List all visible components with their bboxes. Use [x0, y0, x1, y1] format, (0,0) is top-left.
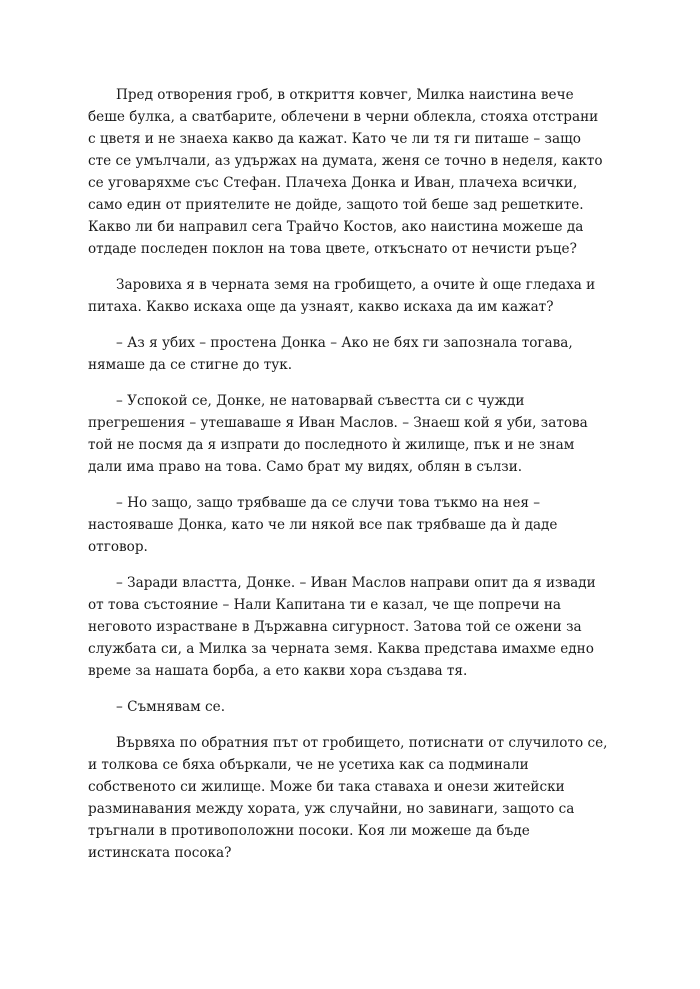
paragraph-5: – Но защо, защо трябваше да се случи това тъкмо на нея – настояваше Донка, като че ли някой все пак трябваше да ѝ даде отговор.	[88, 495, 558, 555]
paragraph-2: Заровиха я в черната земя на гробището, а очите ѝ още гледаха и питаха. Какво искаха още да узнаят, какво искаха да им кажат?	[88, 277, 596, 315]
paragraph-8: Вървяха по обратния път от гробището, потиснати от случилото се, и толкова се бяха объркали, че не усетиха как са подминали собственото си жилище. Може би така ставаха и онези житейски разминавания между хората, уж случайни, но завинаги, защото са тръгнали в противоположни посоки. Коя ли можеше да бъде истинската посока?	[88, 735, 608, 861]
paragraph-4: – Успокой се, Донке, не натоварвай съвестта си с чужди прегрешения – утешаваше я Иван Маслов. – Знаеш кой я уби, затова той не посмя да я изпрати до последното ѝ жилище, пък и не знам дали има право на това. Само брат му видях, облян в сълзи.	[88, 393, 588, 475]
paragraph-3: – Аз я убих – простена Донка – Ако не бях ги запознала тогава, нямаше да се стигне до тук.	[88, 335, 573, 373]
document-body	[88, 84, 608, 878]
paragraph-6: – Заради властта, Донке. – Иван Маслов направи опит да я извади от това състояние – Нали Капитана ти е казал, че ще попречи на неговото израстване в Държавна сигурност. Затова той се ожени за службата си, а Милка за черната земя. Каква представа имахме едно време за нашата борба, а ето какви хора създава тя.	[88, 575, 596, 679]
paragraph-7: – Съмнявам се.	[116, 699, 226, 715]
paragraph-1: Пред отворения гроб, в откриття ковчег, Милка наистина вече беше булка, а сватбарите, облечени в черни облекла, стояха отстрани с цветя и не знаеха какво да кажат. Като че ли тя ги питаше – защо сте се умълчали, аз удържах на думата, женя се точно в неделя, както се уговаряхме със Стефан. Плачеха Донка и Иван, плачеха всички, само един от приятелите не дойде, защото той беше зад решетките. Какво ли би направил сега Трайчо Костов, ако наистина можеше да отдаде последен поклон на това цвете, откъснато от нечисти ръце?	[88, 87, 603, 257]
